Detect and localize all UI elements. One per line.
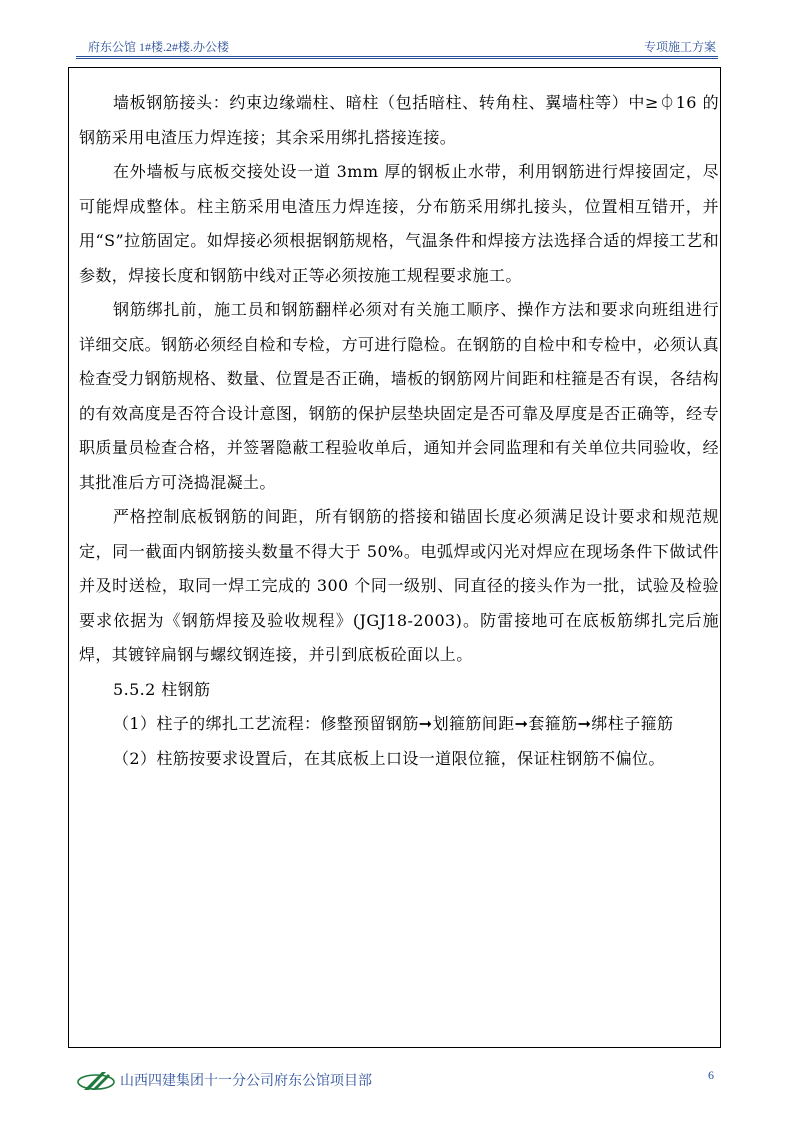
footer-company-name: 山西四建集团十一分公司府东公馆项目部: [120, 1074, 372, 1089]
page-number: 6: [708, 1068, 714, 1082]
header-rule-top: [76, 56, 718, 57]
page-footer: [76, 1068, 718, 1098]
paragraph-rebar-inspection: 钢筋绑扎前，施工员和钢筋翻样必须对有关施工顺序、操作方法和要求向班组进行详细交底。钢筋必须经自检和专检，方可进行隐检。在钢筋的自检中和专检中，必须认真检查受力钢筋规格、数量、位置是否正确，墙板的钢筋网片间距和柱箍是否有误，各结构的有效高度是否符合设计意图，钢筋的保护层垫块固定是否可靠及厚度是否正确等，经专职质量员检查合格，并签署隐蔽工程验收单后，通知并会同监理和有关单位共同验收，经其批准后方可浇捣混凝土。: [79, 300, 719, 492]
header-rule-bottom: [76, 58, 718, 59]
paragraph-spacing-control: 严格控制底板钢筋的间距，所有钢筋的搭接和锚固长度必须满足设计要求和规范规定，同一截面内钢筋接头数量不得大于 50%。电弧焊或闪光对焊应在现场条件下做试件并及时送检，取同一焊工完成的 300 个同一级别、同直径的接头作为一批，试验及检验要求依据为《钢筋焊接及验收规程》(JGJ18-2003)。防雷接地可在底板筋绑扎完后施焊，其镀锌扁钢与螺纹钢连接，并引到底板砼面以上。: [79, 507, 719, 664]
list-item-limit-stirrup: （2）柱筋按要求设置后，在其底板上口设一道限位箍，保证柱钢筋不偏位。: [113, 748, 665, 768]
header-doc-type: 专项施工方案: [643, 40, 716, 54]
company-logo-icon: [76, 1068, 116, 1094]
paragraph-waterstop-welding: 在外墙板与底板交接处设一道 3mm 厚的钢板止水带，利用钢筋进行焊接固定，尽可能焊成整体。柱主筋采用电渣压力焊连接，分布筋采用绑扎接头，位置相互错开，并用“S”拉筋固定。如焊接必须根据钢筋规格，气温条件和焊接方法选择合适的焊接工艺和参数，焊接长度和钢筋中线对正等必须按施工规程要求施工。: [79, 162, 719, 285]
paragraph-wall-rebar-joints: 墙板钢筋接头：约束边缘端柱、暗柱（包括暗柱、转角柱、翼墙柱等）中≥⏀16 的钢筋采用电渣压力焊连接；其余采用绑扎搭接连接。: [79, 93, 719, 147]
document-body: [79, 86, 719, 776]
header-project-name: 府东公馆 1#楼.2#楼.办公楼: [88, 40, 230, 54]
page-header: [76, 38, 718, 56]
list-item-process-flow: （1）柱子的绑扎工艺流程：修整预留钢筋➞划箍筋间距➞套箍筋➞绑柱子箍筋: [113, 714, 674, 733]
section-title-column-rebar: 5.5.2 柱钢筋: [113, 679, 211, 699]
